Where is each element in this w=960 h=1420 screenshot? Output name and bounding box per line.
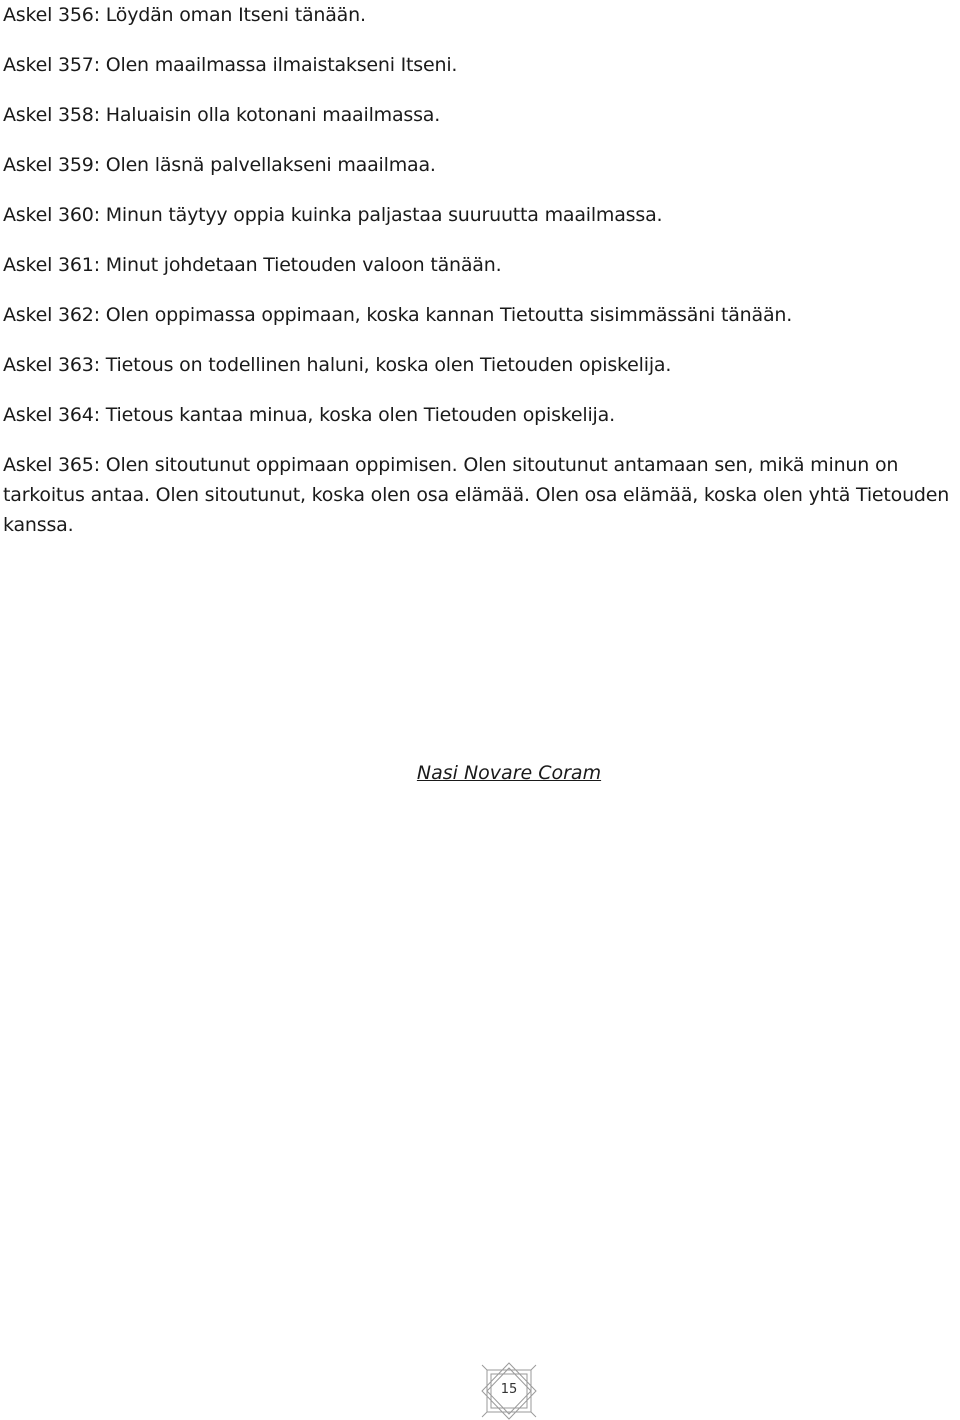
step-363: Askel 363: Tietous on todellinen haluni, koska olen Tietouden opiskelija.	[3, 354, 672, 376]
page-number: 15	[500, 1382, 518, 1397]
step-362: Askel 362: Olen oppimassa oppimaan, koska kannan Tietoutta sisimmässäni tänään.	[3, 304, 793, 326]
step-359: Askel 359: Olen läsnä palvellakseni maailmaa.	[3, 154, 436, 176]
step-list	[3, 0, 960, 540]
step-361: Askel 361: Minut johdetaan Tietouden valoon tänään.	[3, 254, 502, 276]
step-357: Askel 357: Olen maailmassa ilmaistakseni Itseni.	[3, 54, 458, 76]
step-365: Askel 365: Olen sitoutunut oppimaan oppimisen. Olen sitoutunut antamaan sen, mikä minun on tarkoitus antaa. Olen sitoutunut, koska olen osa elämää. Olen osa elämää, koska olen yhtä Tietouden kanssa.	[3, 454, 950, 536]
step-364: Askel 364: Tietous kantaa minua, koska olen Tietouden opiskelija.	[3, 404, 615, 426]
step-358: Askel 358: Haluaisin olla kotonani maailmassa.	[3, 104, 441, 126]
step-356: Askel 356: Löydän oman Itseni tänään.	[3, 4, 366, 26]
step-360: Askel 360: Minun täytyy oppia kuinka paljastaa suuruutta maailmassa.	[3, 204, 663, 226]
signature: Nasi Novare Coram	[416, 762, 602, 784]
page-number-badge	[478, 1362, 540, 1420]
